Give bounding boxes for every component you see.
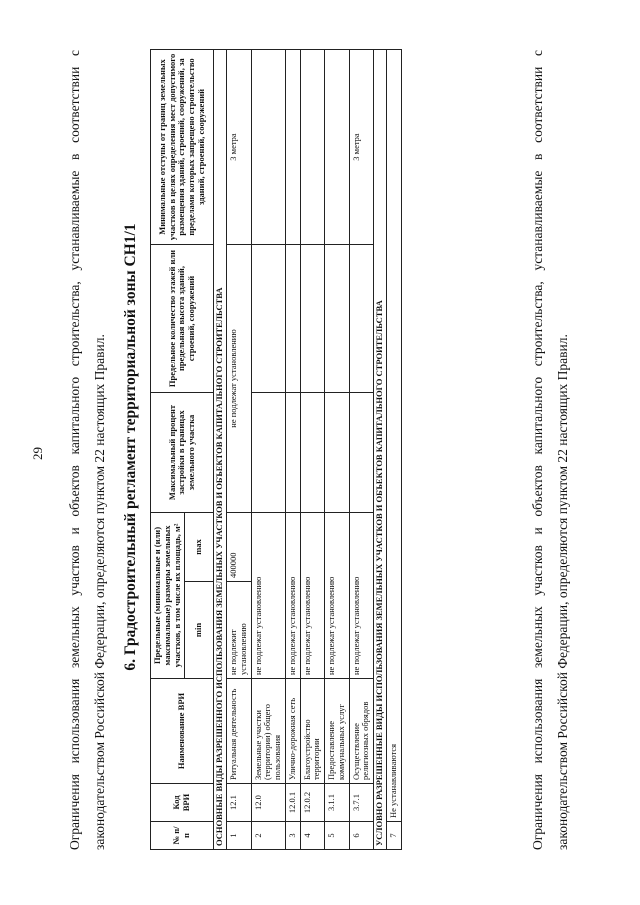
- row-code: 12.0.1: [285, 784, 300, 822]
- header-size: Предельные (минимальные и (или) максимальные) размеры земельных участков, в том числе их площадь, м²: [151, 513, 185, 679]
- row-name: Предоставление коммунальных услуг: [325, 679, 350, 784]
- row-code: 3.7.1: [349, 784, 374, 822]
- zone-regulation-heading: 6. Градостроительный регламент территориальной зоны СН1/1: [122, 223, 139, 671]
- header-num: № п/п: [151, 822, 214, 850]
- table-row: [285, 50, 300, 850]
- row-num: 3: [285, 822, 300, 850]
- row-name: Осуществление религиозных обрядов: [349, 679, 374, 784]
- section-main-heading: ОСНОВНЫЕ ВИДЫ РАЗРЕШЕННОГО ИСПОЛЬЗОВАНИЯ ЗЕМЕЛЬНЫХ УЧАСТКОВ И ОБЪЕКТОВ КАПИТАЛЬНОГО СТРОИТЕЛЬСТВА: [214, 50, 227, 850]
- table-row: [325, 50, 350, 850]
- row-max: 400000: [227, 513, 252, 582]
- restrictions-paragraph-bottom: Ограничения использования земельных участков и объектов капитального строительства, устанавливаемые в соответствии с законодательством Российской Федерации, определяются пунктом 22 настоящих Правил.: [530, 50, 570, 850]
- table-row: [227, 50, 252, 850]
- row-min: не подлежит установлению: [227, 582, 252, 679]
- row-name: Благоустройство территории: [300, 679, 325, 784]
- header-min: min: [185, 582, 214, 679]
- row-size: не подлежат установлению: [300, 513, 325, 679]
- row-size: не подлежат установлению: [251, 513, 285, 679]
- row-name: Земельные участки (территории) общего пользования: [251, 679, 285, 784]
- row-code: 12.0.2: [300, 784, 325, 822]
- row-num: 1: [227, 822, 252, 850]
- table-row: [387, 50, 402, 850]
- header-percent: Максимальный процент застройки в границах земельного участка: [151, 393, 214, 513]
- header-floors: Предельное количество этажей или предельная высота зданий, строений, сооружений: [151, 245, 214, 393]
- row-code: 12.1: [227, 784, 252, 822]
- row-name: Ритуальная деятельность: [227, 679, 252, 784]
- table-row: [251, 50, 285, 850]
- restrictions-paragraph-top: Ограничения использования земельных участков и объектов капитального строительства, устанавливаемые в соответствии с законодательством Российской Федерации, определяются пунктом 22 настоящих Правил.: [67, 50, 107, 850]
- row-setback: 3 метра: [227, 50, 252, 245]
- row-setback: 3 метра: [349, 50, 374, 245]
- table-row: [300, 50, 325, 850]
- page-number: 29: [30, 447, 45, 460]
- table-row: [349, 50, 374, 850]
- row-percent-floors: не подлежат установлению: [227, 245, 252, 513]
- regulation-table: [150, 49, 402, 850]
- row-size: не подлежат установлению: [349, 513, 374, 679]
- row-num: 6: [349, 822, 374, 850]
- header-max: max: [185, 513, 214, 582]
- section-conditional-heading: УСЛОВНО РАЗРЕШЕННЫЕ ВИДЫ ИСПОЛЬЗОВАНИЯ ЗЕМЕЛЬНЫХ УЧАСТКОВ И ОБЪЕКТОВ КАПИТАЛЬНОГО СТРОИТЕЛЬСТВА: [374, 50, 387, 850]
- row-num: 4: [300, 822, 325, 850]
- row-num: 2: [251, 822, 285, 850]
- row-code: 3.1.1: [325, 784, 350, 822]
- row-num: 7: [387, 822, 402, 850]
- row-num: 5: [325, 822, 350, 850]
- header-name: Наименование ВРИ: [151, 679, 214, 784]
- header-setbacks: Минимальные отступы от границ земельных участков в целях определения мест допустимого размещения зданий, строений, сооружений, за пределами которых запрещено строительство зданий, строений, сооружений: [151, 50, 214, 245]
- row-code: 12.0: [251, 784, 285, 822]
- row-size: не подлежат установлению: [325, 513, 350, 679]
- header-code: Код ВРИ: [151, 784, 214, 822]
- row-name: Не устанавливаются: [387, 50, 402, 822]
- row-size: не подлежат установлению: [285, 513, 300, 679]
- row-name: Улично-дорожная сеть: [285, 679, 300, 784]
